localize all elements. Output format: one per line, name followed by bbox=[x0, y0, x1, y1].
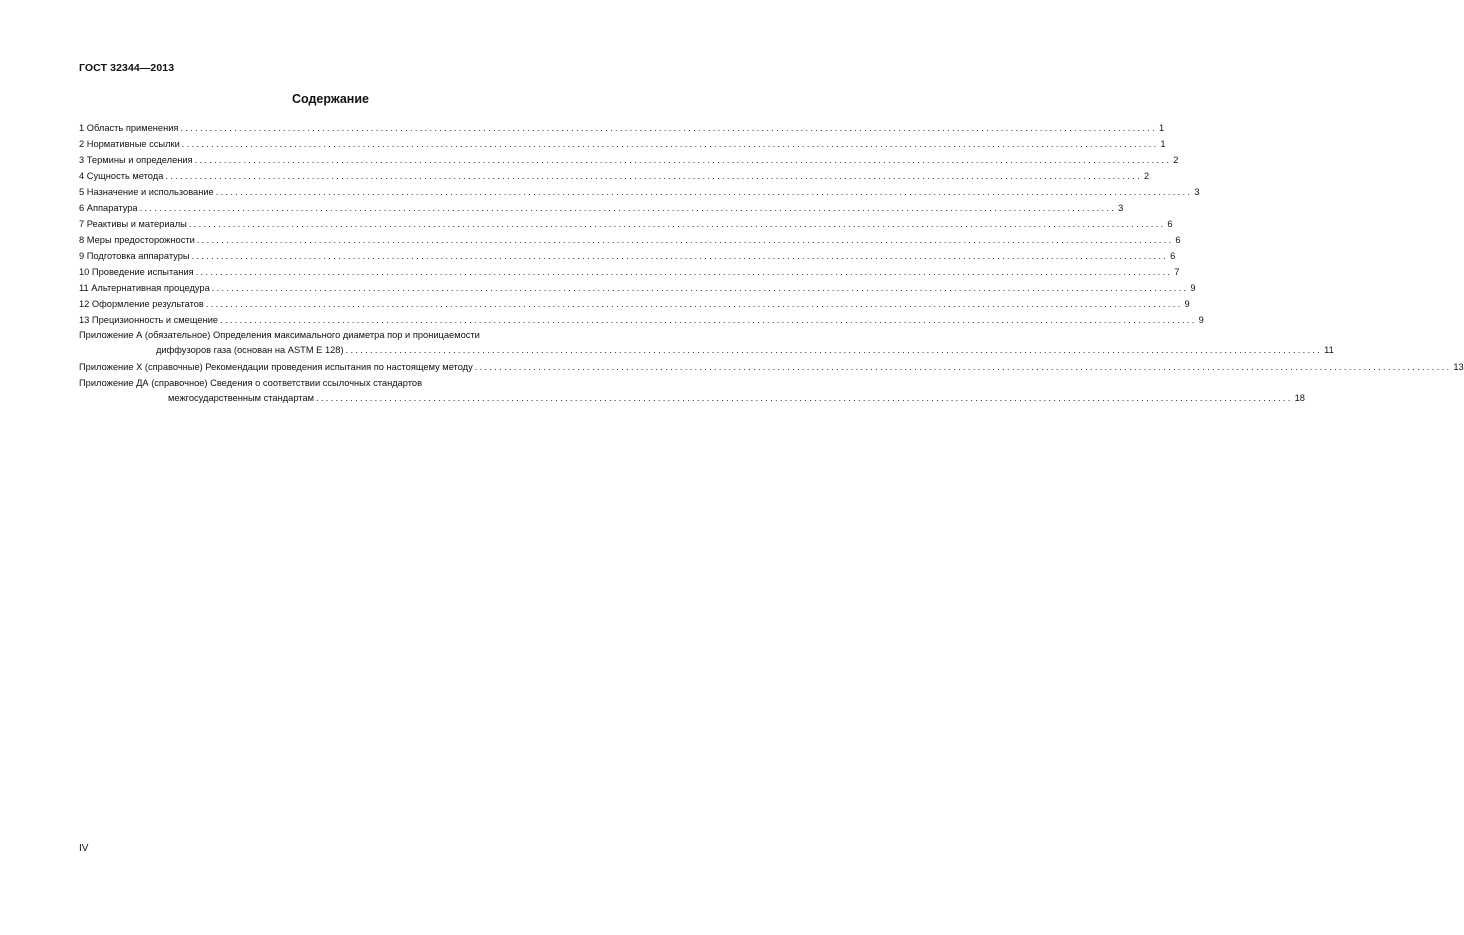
toc-entry[interactable] bbox=[79, 216, 1173, 232]
toc-leader-dots: ........................................................................................................................................................................................................ bbox=[215, 187, 1193, 197]
toc-entry-label: 4 Сущность метода bbox=[79, 171, 164, 181]
toc-leader-dots: ........................................................................................................................................................................................................ bbox=[474, 362, 1452, 372]
toc-appendix-da-continuation bbox=[79, 391, 1305, 406]
toc-leader-dots: ........................................................................................................................................................................................................ bbox=[194, 155, 1172, 165]
toc-entry-label: 8 Меры предосторожности bbox=[79, 235, 195, 245]
toc-appendix-da[interactable] bbox=[79, 376, 1305, 406]
toc-appendix-a-subtitle: диффузоров газа (основан на ASTM E 128) bbox=[156, 345, 344, 355]
toc-entry-page: 6 bbox=[1167, 219, 1173, 229]
toc-entry-page: 9 bbox=[1184, 299, 1190, 309]
toc-entry-label: 11 Альтернативная процедура bbox=[79, 283, 210, 293]
toc-entry[interactable] bbox=[79, 168, 1150, 184]
toc-leader-dots: ........................................................................................................................................................................................................ bbox=[211, 283, 1189, 293]
toc-entry-page: 9 bbox=[1198, 315, 1204, 325]
toc-entry-page: 18 bbox=[1294, 393, 1305, 403]
toc-appendix-x-title: Приложение X (справочные) Рекомендации проведения испытания по настоящему методу bbox=[79, 362, 473, 372]
toc-leader-dots: ........................................................................................................................................................................................................ bbox=[196, 235, 1174, 245]
toc-leader-dots: ........................................................................................................................................................................................................ bbox=[345, 345, 1323, 355]
toc-entry-page: 2 bbox=[1173, 155, 1179, 165]
toc-entry-page: 3 bbox=[1118, 203, 1124, 213]
toc-entry-page: 13 bbox=[1453, 362, 1464, 372]
toc-leader-dots: ........................................................................................................................................................................................................ bbox=[195, 267, 1173, 277]
toc-leader-dots: ........................................................................................................................................................................................................ bbox=[180, 123, 1158, 133]
toc-entry[interactable] bbox=[79, 248, 1176, 264]
toc-entry-page: 11 bbox=[1324, 345, 1334, 355]
toc-appendix-x[interactable] bbox=[79, 358, 1464, 376]
toc-entry[interactable] bbox=[79, 152, 1179, 168]
toc-entry-page: 1 bbox=[1160, 139, 1166, 149]
toc-leader-dots: ........................................................................................................................................................................................................ bbox=[220, 315, 1197, 325]
toc-entry-label: 12 Оформление результатов bbox=[79, 299, 204, 309]
toc-entry[interactable] bbox=[79, 280, 1196, 296]
toc-entry-page: 9 bbox=[1190, 283, 1196, 293]
toc-entry[interactable] bbox=[79, 264, 1180, 280]
toc-entry-label: 10 Проведение испытания bbox=[79, 267, 194, 277]
toc-entry-label: 3 Термины и определения bbox=[79, 155, 193, 165]
toc-entry-page: 2 bbox=[1143, 171, 1150, 181]
toc-entry-label: 1 Область применения bbox=[79, 123, 179, 133]
toc-appendix-da-subtitle: межгосударственным стандартам bbox=[168, 393, 315, 403]
toc-leader-dots: ........................................................................................................................................................................................................ bbox=[165, 171, 1142, 181]
toc-entry-label: 2 Нормативные ссылки bbox=[79, 139, 180, 149]
toc-entry[interactable] bbox=[79, 232, 1181, 248]
toc-entry[interactable] bbox=[79, 120, 1165, 136]
toc-entry-label: 7 Реактивы и материалы bbox=[79, 219, 187, 229]
toc-entry[interactable] bbox=[79, 296, 1190, 312]
toc-entry[interactable] bbox=[79, 184, 1200, 200]
toc-entry-page: 3 bbox=[1194, 187, 1200, 197]
toc-entry-label: 6 Аппаратура bbox=[79, 203, 138, 213]
toc-entry[interactable] bbox=[79, 136, 1166, 152]
toc-entry-page: 6 bbox=[1170, 251, 1176, 261]
document-code: ГОСТ 32344—2013 bbox=[79, 62, 175, 74]
toc-leader-dots: ........................................................................................................................................................................................................ bbox=[191, 251, 1169, 261]
toc-entry-page: 7 bbox=[1174, 267, 1180, 277]
toc-entry-page: 6 bbox=[1175, 235, 1181, 245]
page-number: IV bbox=[79, 843, 89, 854]
toc-entry-label: 13 Прецизионность и смещение bbox=[79, 315, 219, 325]
toc-leader-dots: ........................................................................................................................................................................................................ bbox=[205, 299, 1183, 309]
toc-leader-dots: ........................................................................................................................................................................................................ bbox=[139, 203, 1117, 213]
toc-appendix-da-title: Приложение ДА (справочное) Сведения о соответствии ссылочных стандартов bbox=[79, 378, 423, 388]
toc-appendix-a-continuation bbox=[79, 343, 1334, 358]
toc-entry[interactable] bbox=[79, 200, 1124, 216]
toc-entry-page: 1 bbox=[1159, 123, 1165, 133]
toc-leader-dots: ........................................................................................................................................................................................................ bbox=[316, 393, 1293, 403]
toc-leader-dots: ........................................................................................................................................................................................................ bbox=[181, 139, 1159, 149]
toc-appendix-a-title: Приложение А (обязательное) Определения максимального диаметра пор и проницаемости bbox=[79, 330, 480, 340]
toc-entry-label: 5 Назначение и использование bbox=[79, 187, 214, 197]
toc-appendix-a[interactable] bbox=[79, 328, 1334, 358]
toc-entry[interactable] bbox=[79, 312, 1204, 328]
table-of-contents bbox=[79, 120, 1464, 406]
toc-title: Содержание bbox=[291, 92, 369, 106]
toc-leader-dots: ........................................................................................................................................................................................................ bbox=[188, 219, 1166, 229]
toc-entry-label: 9 Подготовка аппаратуры bbox=[79, 251, 190, 261]
